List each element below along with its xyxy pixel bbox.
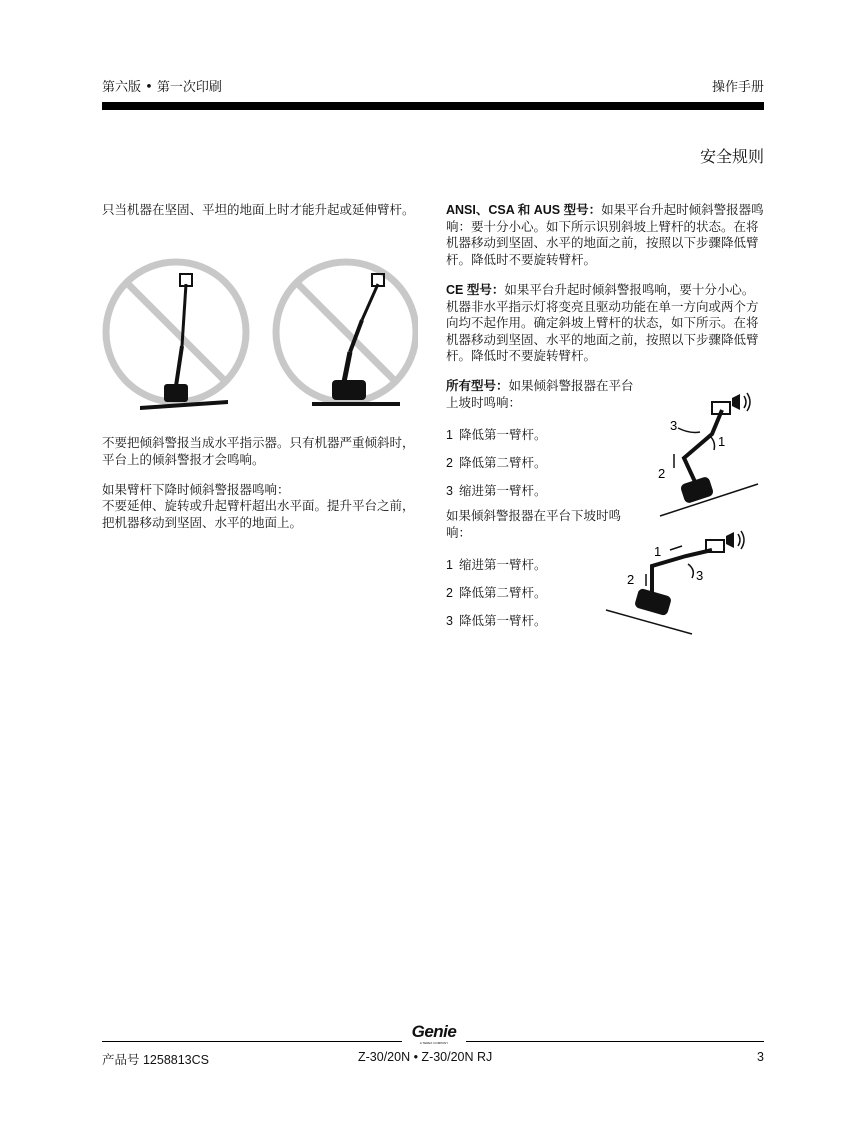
svg-text:3: 3 xyxy=(670,418,678,433)
downhill-step: 3 降低第一臂杆。 xyxy=(446,613,547,628)
all-models-text: 如果倾斜警报器在平台上坡时鸣响： xyxy=(446,378,634,410)
uphill-step: 3 缩进第一臂杆。 xyxy=(446,483,547,498)
left-paragraph-1: 只当机器在坚固、平坦的地面上时才能升起或延伸臂杆。 xyxy=(102,202,415,217)
all-models-label: 所有型号： xyxy=(446,379,509,393)
alarm-horn-icon xyxy=(726,531,744,549)
section-title: 安全规则 xyxy=(699,147,764,166)
footer-part-number: 产品号 1258813CS xyxy=(102,1053,210,1067)
downhill-intro: 如果倾斜警报器在平台下坡时鸣响： xyxy=(446,508,622,540)
ce-text: 如果平台升起时倾斜警报鸣响，要十分小心。机器非水平指示灯将变亮且驱动功能在单一方向或两个方向均不起作用。确定斜坡上臂杆的状态，如下所示。在将机器移动到坚固、水平的地面之前，按照以下步骤降低臂杆。降低时不要旋转臂杆。 xyxy=(446,282,759,363)
ce-label: CE 型号： xyxy=(446,283,505,297)
footer-rule xyxy=(466,1041,764,1042)
left-paragraph-3-body: 不要延伸、旋转或升起臂杆超出水平面。提升平台之前，把机器移动到坚固、水平的地面上。 xyxy=(102,498,415,530)
svg-text:3: 3 xyxy=(696,568,704,583)
ansi-label: ANSI、CSA 和 AUS 型号： xyxy=(446,203,602,217)
genie-logo: Genie A TEREX COMPANY xyxy=(411,1022,457,1045)
all-models-paragraph xyxy=(446,378,642,411)
uphill-step: 1 降低第一臂杆。 xyxy=(446,427,547,442)
ansi-text: 如果平台升起时倾斜警报器鸣响：要十分小心。如下所示识别斜坡上臂杆的状态。在将机器移动到坚固、水平的地面之前，按照以下步骤降低臂杆。降低时不要旋转臂杆。 xyxy=(446,202,764,267)
footer-page-number: 3 xyxy=(757,1050,764,1064)
left-paragraph-3-heading: 如果臂杆下降时倾斜警报器鸣响： xyxy=(102,482,290,497)
footer-model: Z-30/20N • Z-30/20N RJ xyxy=(358,1050,493,1064)
svg-text:2: 2 xyxy=(658,466,666,481)
header-manual-title: 操作手册 xyxy=(711,80,764,95)
svg-text:1: 1 xyxy=(718,434,726,449)
ce-paragraph xyxy=(446,282,764,365)
svg-text:2: 2 xyxy=(627,572,635,587)
alarm-horn-icon xyxy=(732,393,750,411)
svg-text:1: 1 xyxy=(654,544,662,559)
downhill-step: 1 缩进第一臂杆。 xyxy=(446,557,547,572)
header-edition: 第六版 • 第一次印刷 xyxy=(102,80,222,95)
left-paragraph-2: 不要把倾斜警报当成水平指示器。只有机器严重倾斜时，平台上的倾斜警报才会鸣响。 xyxy=(102,435,415,467)
ansi-paragraph xyxy=(446,202,764,268)
downhill-figure xyxy=(600,528,750,638)
footer-rule xyxy=(102,1041,402,1042)
header-rule xyxy=(102,102,764,110)
downhill-step: 2 降低第二臂杆。 xyxy=(446,585,547,600)
prohibited-figures xyxy=(100,256,418,414)
uphill-figure xyxy=(650,388,760,518)
uphill-step: 2 降低第二臂杆。 xyxy=(446,455,547,470)
